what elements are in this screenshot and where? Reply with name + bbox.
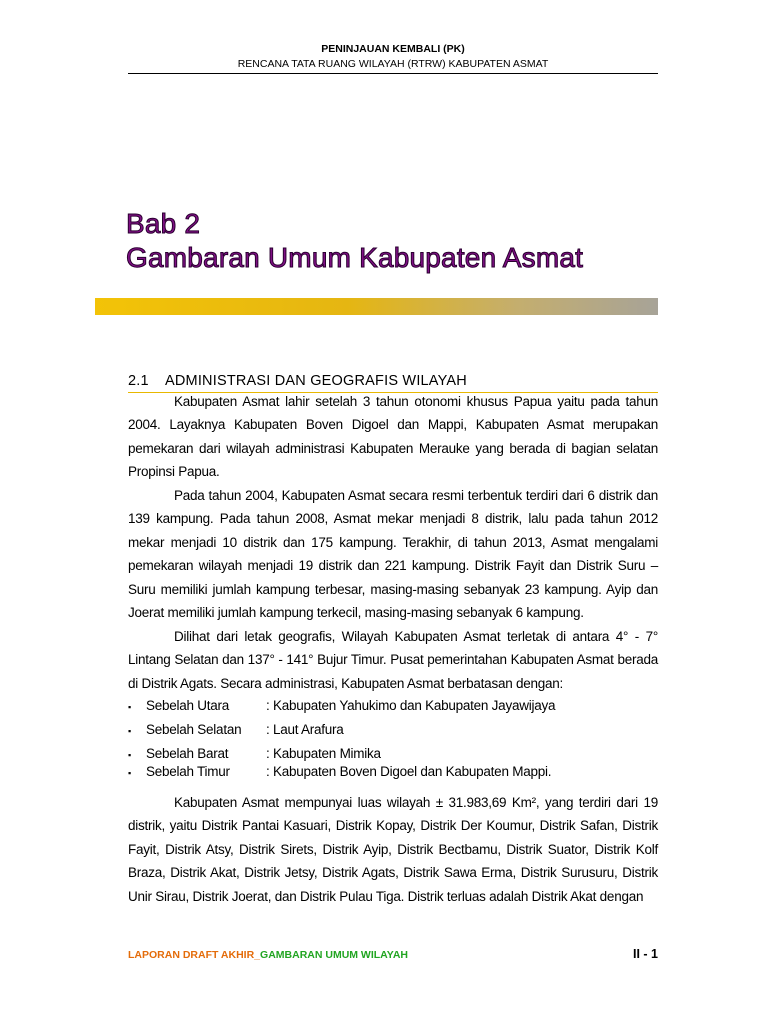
section-title: ADMINISTRASI DAN GEOGRAFIS WILAYAH bbox=[165, 373, 467, 389]
chapter-band bbox=[95, 298, 658, 315]
section-heading bbox=[128, 373, 658, 389]
paragraph-3: Dilihat dari letak geografis, Wilayah Kabupaten Asmat terletak di antara 4° - 7° Lintang Selatan dan 137° - 141° Bujur Timur. Pusat pemerintahan Kabupaten Asmat berada di Distrik Agats. Secara administrasi, Kabupaten Asmat berbatasan dengan: bbox=[128, 629, 658, 691]
page-number: II - 1 bbox=[632, 947, 658, 961]
footer-label bbox=[128, 949, 408, 961]
header-title: PENINJAUAN KEMBALI (PK) bbox=[321, 43, 465, 55]
chapter-title: Gambaran Umum Kabupaten Asmat bbox=[126, 242, 584, 273]
footer-chapter: GAMBARAN UMUM WILAYAH bbox=[260, 949, 409, 961]
border-side: Sebelah Timur bbox=[146, 764, 230, 779]
bullet-icon: ▪ bbox=[128, 750, 131, 760]
paragraph-1: Kabupaten Asmat lahir setelah 3 tahun otonomi khusus Papua yaitu pada tahun 2004. Layaknya Kabupaten Boven Digoel dan Mappi, Kabupaten Asmat merupakan pemekaran dari wilayah administrasi Kabupaten Merauke yang berada di bagian selatan Propinsi Papua. bbox=[128, 394, 658, 480]
bullet-icon: ▪ bbox=[128, 768, 131, 778]
bullet-icon: ▪ bbox=[128, 726, 131, 736]
border-value: : Laut Arafura bbox=[266, 722, 344, 737]
header-subtitle: RENCANA TATA RUANG WILAYAH (RTRW) KABUPATEN ASMAT bbox=[237, 58, 549, 70]
border-side: Sebelah Barat bbox=[146, 746, 229, 761]
border-side: Sebelah Utara bbox=[146, 698, 230, 713]
bullet-icon: ▪ bbox=[128, 702, 131, 712]
footer-report: LAPORAN DRAFT AKHIR_ bbox=[128, 949, 261, 961]
border-value: : Kabupaten Boven Digoel dan Kabupaten Mappi. bbox=[266, 764, 552, 779]
section-number: 2.1 bbox=[128, 373, 149, 389]
chapter-number: Bab 2 bbox=[126, 208, 201, 239]
header-rule bbox=[128, 73, 658, 74]
paragraph-4: Kabupaten Asmat mempunyai luas wilayah ± 31.983,69 Km², yang terdiri dari 19 distrik, yaitu Distrik Pantai Kasuari, Distrik Kopay, Distrik Der Koumur, Distrik Safan, Distrik Fayit, Distrik Atsy, Distrik Sirets, Distrik Ayip, Distrik Bectbamu, Distrik Suator, Distrik Kolf Braza, Distrik Akat, Distrik Jetsy, Distrik Agats, Distrik Sawa Erma, Distrik Surusuru, Distrik Unir Sirau, Distrik Joerat, dan Distrik Pulau Tiga. Distrik terluas adalah Distrik Akat dengan bbox=[128, 795, 658, 904]
border-value: : Kabupaten Mimika bbox=[266, 746, 381, 761]
border-value: : Kabupaten Yahukimo dan Kabupaten Jayawijaya bbox=[266, 698, 556, 713]
border-side: Sebelah Selatan bbox=[146, 722, 242, 737]
paragraph-2: Pada tahun 2004, Kabupaten Asmat secara resmi terbentuk terdiri dari 6 distrik dan 139 kampung. Pada tahun 2008, Asmat mekar menjadi 8 distrik, lalu pada tahun 2012 mekar menjadi 10 distrik dan 175 kampung. Terakhir, di tahun 2013, Asmat mengalami pemekaran wilayah menjadi 19 distrik dan 221 kampung. Distrik Fayit dan Distrik Suru – Suru memiliki jumlah kampung terbesar, masing-masing sebanyak 23 kampung. Ayip dan Joerat memiliki jumlah kampung terkecil, masing-masing sebanyak 6 kampung. bbox=[128, 488, 658, 621]
